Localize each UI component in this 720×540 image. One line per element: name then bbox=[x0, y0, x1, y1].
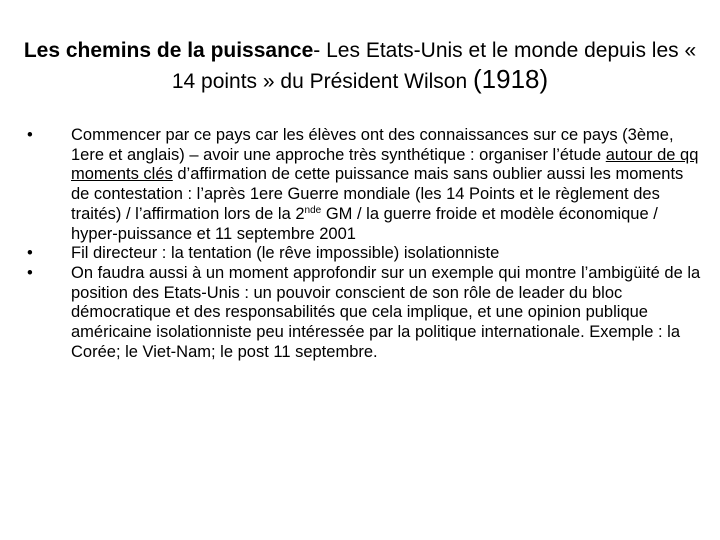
title-bold-part: Les chemins de la puissance bbox=[23, 39, 314, 62]
bullet-1-superscript: nde bbox=[304, 204, 322, 216]
bullet-2-text: Fil directeur : la tentation (le rêve impossible) isolationniste bbox=[71, 244, 500, 263]
bullet-marker: • bbox=[27, 244, 33, 263]
bullet-3-text: On faudra aussi à un moment approfondir sur un exemple qui montre l’ambigüité de la position des Etats-Unis : un pouvoir conscient de son rôle de leader du bloc démocratique et des responsabilités que cela implique, et une opinion publique américaine isolationniste peu intéressée par la politique internationale. Exemple : la Corée; le Viet-Nam; le post 11 septembre. bbox=[71, 263, 701, 361]
title-rest: - Les Etats-Unis et le monde depuis les « 14 points » du Président Wilson bbox=[171, 39, 697, 93]
bullet-list bbox=[22, 126, 702, 362]
bullet-1-underlined: autour de qq moments clés bbox=[71, 145, 699, 184]
bullet-item-1 bbox=[22, 126, 702, 244]
bullet-item-3 bbox=[22, 264, 702, 363]
title-year: (1918) bbox=[473, 64, 549, 94]
bullet-marker: • bbox=[27, 263, 33, 282]
bullet-item-2 bbox=[22, 244, 702, 264]
bullet-marker: • bbox=[27, 126, 33, 144]
bullet-1-text-c: GM / la guerre froide et modèle économique / hyper-puissance et 11 septembre 2001 bbox=[71, 204, 658, 243]
bullet-1-text-a: Commencer par ce pays car les élèves ont des connaissances sur ce pays (3ème, 1ere et anglais) – avoir une approche très synthétique : organiser l’étude bbox=[71, 126, 674, 164]
slide-title bbox=[20, 36, 700, 96]
bullet-1-text-b: d’affirmation de cette puissance mais sans oublier aussi les moments de contestation : l’après 1ere Guerre mondiale (les 14 Points et le règlement des traités) / l’affirmation lors de la 2 bbox=[71, 165, 684, 223]
